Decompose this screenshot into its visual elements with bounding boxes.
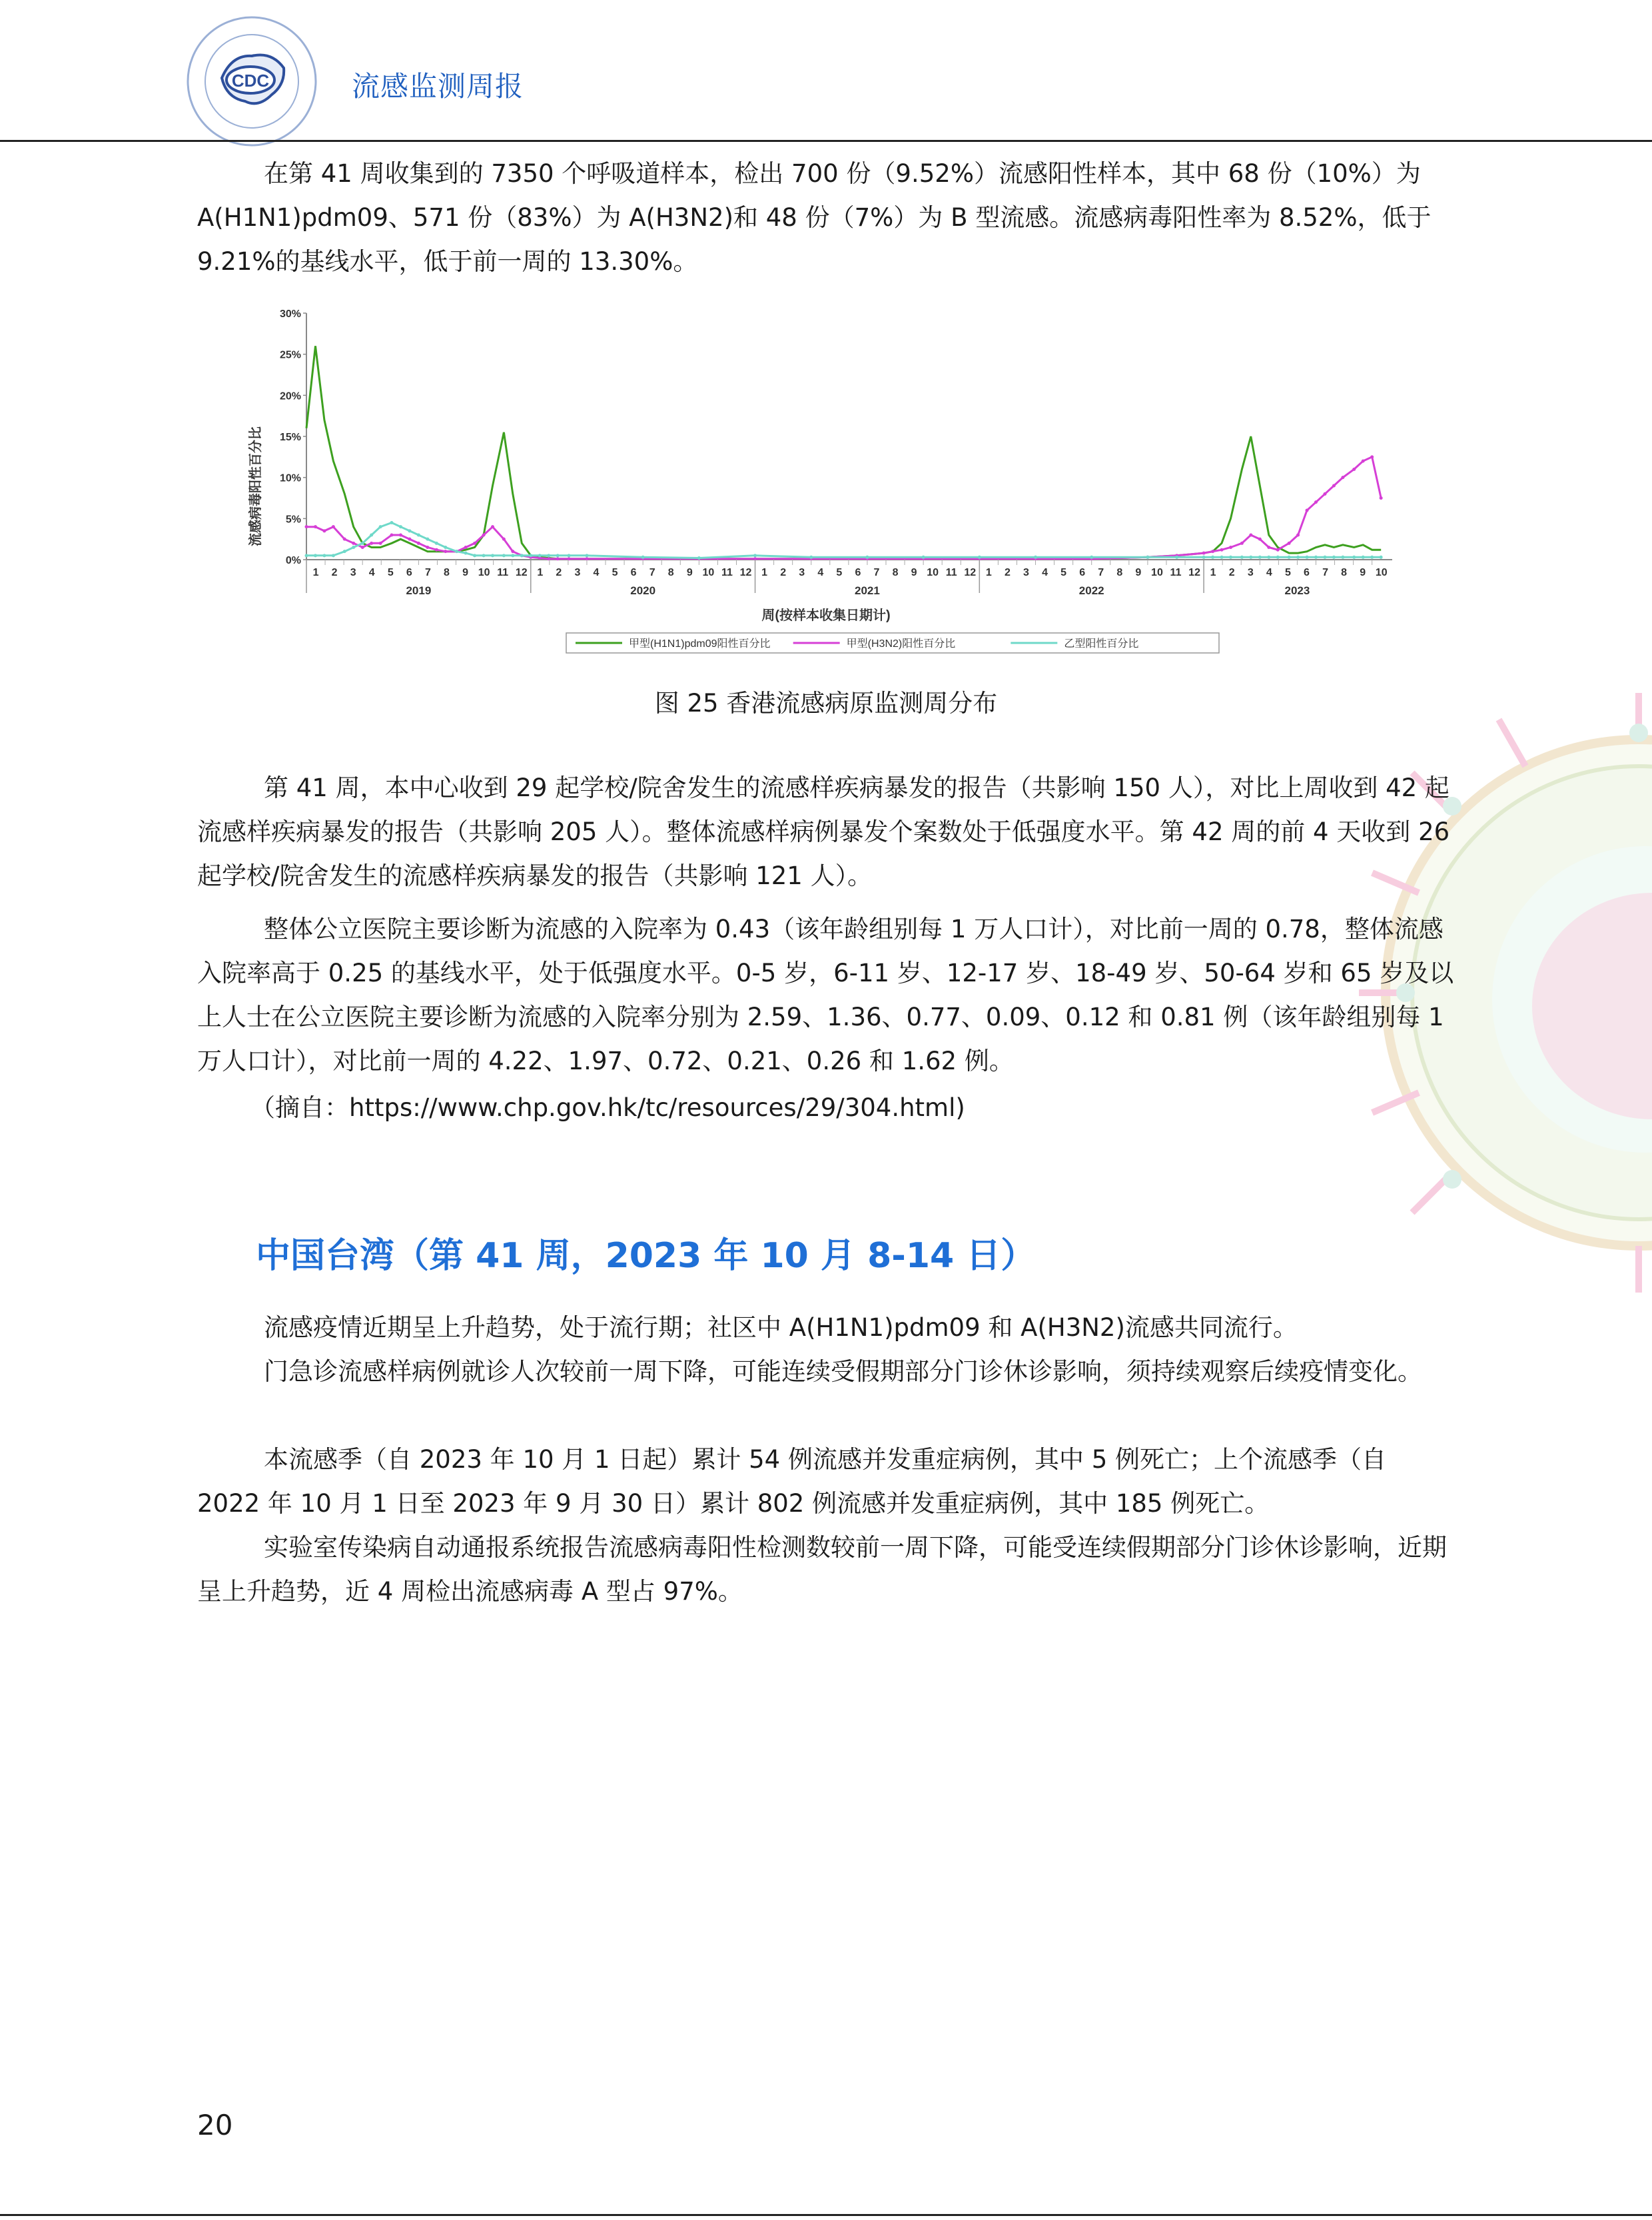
- chart-point: [322, 529, 326, 532]
- chart-point: [547, 554, 550, 557]
- header-title: 流感监测周报: [352, 70, 524, 103]
- chart-point: [1240, 556, 1244, 559]
- chart-point: [1296, 534, 1300, 537]
- chart-y-axis-label: 流感病毒阳性百分比: [248, 426, 263, 546]
- chart-point: [305, 554, 308, 557]
- chart-point: [379, 525, 382, 528]
- chart-x-month-label: 10: [1151, 567, 1163, 578]
- chart-series-line: [306, 523, 1381, 558]
- chart-x-month-label: 1: [537, 567, 544, 578]
- chart-x-month-label: 6: [406, 567, 412, 578]
- header-divider: [0, 140, 1652, 142]
- chart-x-month-label: 4: [368, 567, 375, 578]
- chart-x-month-label: 9: [1135, 567, 1142, 578]
- chart-x-month-label: 12: [964, 567, 977, 578]
- hk-paragraph-2: 第 41 周，本中心收到 29 起学校/院舍发生的流感样疾病暴发的报告（共影响 150 人），对比上周收到 42 起流感样疾病暴发的报告（共影响 205 人）。整体流感样病例暴发个案数处于低强度水平。第 42 周的前 4 天收到 26 起学校/院舍发生的流感样疾病暴发的报告（共影响 121 人）。: [197, 774, 1450, 890]
- chart-x-month-label: 7: [424, 567, 431, 578]
- chart-x-month-label: 11: [497, 567, 509, 578]
- chart-point: [455, 550, 458, 553]
- chart-point: [1211, 556, 1214, 559]
- chart-x-month-label: 1: [761, 567, 768, 578]
- chart-x-month-label: 10: [927, 567, 939, 578]
- chart-point: [641, 556, 645, 559]
- chart-point: [556, 554, 560, 557]
- chart-point: [1267, 546, 1270, 549]
- chart-point: [473, 542, 476, 545]
- footer-divider: [0, 2214, 1652, 2216]
- hk-source-link[interactable]: （摘自：https://www.chp.gov.hk/tc/resources/29/304.html): [250, 1093, 965, 1122]
- chart-point: [809, 556, 813, 559]
- chart-point: [464, 546, 468, 549]
- chart-point: [1314, 556, 1318, 559]
- chart-y-tick-label: 10%: [279, 472, 301, 484]
- chart-y-tick-label: 20%: [279, 390, 301, 402]
- chart-point: [314, 525, 317, 528]
- chart-x-month-label: 6: [630, 567, 637, 578]
- chart-x-month-label: 7: [1098, 567, 1104, 578]
- chart-point: [444, 550, 447, 553]
- chart-point: [1288, 556, 1291, 559]
- chart-x-month-label: 2: [1004, 567, 1011, 578]
- tw-paragraph-4: 实验室传染病自动通报系统报告流感病毒阳性检测数较前一周下降，可能受连续假期部分门诊休诊影响，近期呈上升趋势，近 4 周检出流感病毒 A 型占 97%。: [197, 1533, 1447, 1606]
- chart-point: [1202, 556, 1206, 559]
- chart-point: [482, 534, 486, 537]
- chart-point: [1090, 556, 1093, 559]
- chart-point: [426, 546, 429, 549]
- chart-y-tick-label: 0%: [285, 555, 301, 566]
- chart-x-month-label: 7: [649, 567, 655, 578]
- chart-point: [417, 534, 420, 537]
- chart-x-month-label: 3: [799, 567, 805, 578]
- chart-point: [865, 556, 869, 559]
- chart-x-month-label: 11: [721, 567, 733, 578]
- chart-point: [1352, 556, 1356, 559]
- chart-point: [585, 554, 588, 557]
- chart-x-month-label: 7: [1322, 567, 1328, 578]
- logo-text: CDC: [231, 71, 270, 91]
- chart-point: [1220, 548, 1224, 552]
- chart-plot-area: [305, 313, 1393, 560]
- chart-y-tick-label: 5%: [285, 514, 301, 526]
- chart-point: [1276, 548, 1280, 552]
- tw-paragraph-2: 门急诊流感样病例就诊人次较前一周下降，可能连续受假期部分门诊休诊影响，须持续观察后续疫情变化。: [264, 1357, 1422, 1386]
- chart-point: [1370, 556, 1374, 559]
- chart-point: [390, 521, 393, 524]
- chart-point: [399, 534, 402, 537]
- chart-point: [464, 552, 468, 555]
- chart-point: [1288, 542, 1291, 545]
- chart-x-year-label: 2019: [406, 584, 432, 597]
- tw-paragraph-1: 流感疫情近期呈上升趋势，处于流行期；社区中 A(H1N1)pdm09 和 A(H3N2)流感共同流行。: [264, 1313, 1298, 1342]
- chart-point: [697, 556, 701, 560]
- chart-point: [1229, 546, 1232, 549]
- hk-flu-chart: [246, 300, 1406, 673]
- chart-x-month-label: 6: [1079, 567, 1086, 578]
- chart-series-line: [306, 346, 1381, 559]
- chart-point: [408, 529, 411, 532]
- chart-point: [1380, 496, 1383, 500]
- chart-point: [502, 554, 506, 557]
- chart-x-axis: [306, 560, 1388, 597]
- chart-x-month-label: 8: [667, 567, 674, 578]
- chart-y-tick-label: 15%: [279, 432, 301, 443]
- chart-point: [1306, 556, 1309, 559]
- chart-point: [343, 538, 346, 541]
- chart-point: [511, 554, 514, 557]
- chart-point: [511, 550, 514, 553]
- chart-x-month-label: 5: [1060, 567, 1067, 578]
- chart-point: [435, 542, 438, 545]
- chart-point: [390, 534, 393, 537]
- chart-point: [1211, 550, 1214, 553]
- chart-point: [556, 557, 560, 560]
- chart-point: [408, 538, 411, 541]
- chart-x-month-label: 9: [911, 567, 917, 578]
- chart-point: [1352, 468, 1356, 471]
- chart-point: [361, 542, 364, 545]
- chart-point: [352, 546, 355, 549]
- chart-point: [482, 554, 486, 557]
- chart-point: [1323, 492, 1326, 496]
- chart-point: [473, 554, 476, 557]
- chart-point: [491, 554, 494, 557]
- chart-point: [332, 554, 335, 557]
- chart-point: [361, 546, 364, 549]
- chart-point: [1362, 460, 1365, 463]
- chart-x-month-label: 6: [855, 567, 861, 578]
- chart-point: [1229, 556, 1232, 559]
- chart-y-tick-label: 30%: [279, 308, 301, 320]
- chart-x-month-label: 4: [817, 567, 824, 578]
- chart-x-month-label: 5: [836, 567, 843, 578]
- chart-point: [370, 542, 373, 545]
- chart-point: [568, 557, 571, 560]
- chart-point: [1314, 500, 1318, 504]
- chart-point: [520, 554, 524, 557]
- chart-point: [1332, 556, 1336, 559]
- chart-x-month-label: 10: [1375, 567, 1388, 578]
- chart-point: [370, 534, 373, 537]
- chart-x-month-label: 5: [612, 567, 618, 578]
- chart-x-month-label: 8: [1116, 567, 1123, 578]
- chart-point: [502, 538, 506, 541]
- page-number: 20: [197, 2109, 233, 2141]
- chart-point: [1332, 484, 1336, 488]
- chart-x-year-label: 2023: [1284, 584, 1310, 597]
- chart-point: [322, 554, 326, 557]
- chart-point: [978, 556, 981, 559]
- chart-x-month-label: 9: [686, 567, 693, 578]
- chart-x-month-label: 12: [1188, 567, 1200, 578]
- chart-x-month-label: 7: [873, 567, 880, 578]
- chart-point: [568, 554, 571, 557]
- chart-x-month-label: 2: [331, 567, 338, 578]
- chart-x-year-label: 2022: [1078, 584, 1104, 597]
- chart-point: [538, 554, 542, 557]
- chart-x-month-label: 12: [515, 567, 528, 578]
- chart-point: [1240, 542, 1244, 545]
- chart-point: [1276, 556, 1280, 559]
- hk-paragraph-1: 在第 41 周收集到的 7350 个呼吸道样本，检出 700 份（9.52%）流感阳性样本，其中 68 份（10%）为 A(H1N1)pdm09、571 份（83%）为 A(H3N2)和 48 份（7%）为 B 型流感。流感病毒阳性率为 8.52%，低于 9.21%的基线水平，低于前一周的 13.30%。: [197, 159, 1432, 276]
- chart-point: [1323, 556, 1326, 559]
- chart-x-month-label: 4: [593, 567, 600, 578]
- chart-x-month-label: 9: [462, 567, 469, 578]
- chart-point: [1341, 476, 1344, 479]
- tw-paragraph-3: 本流感季（自 2023 年 10 月 1 日起）累计 54 例流感并发重症病例，其中 5 例死亡；上个流感季（自 2022 年 10 月 1 日至 2023 年 9 月 30 日）累计 802 例流感并发重症病例，其中 185 例死亡。: [197, 1445, 1387, 1518]
- chart-y-tick-label: 25%: [279, 349, 301, 361]
- chart-x-month-label: 6: [1304, 567, 1310, 578]
- chart-point: [1249, 556, 1252, 559]
- chart-point: [547, 557, 550, 560]
- chart-point: [435, 548, 438, 552]
- chart-x-month-label: 12: [739, 567, 752, 578]
- chart-x-month-label: 1: [312, 567, 319, 578]
- chart-point: [1220, 556, 1224, 559]
- chart-x-month-label: 11: [945, 567, 957, 578]
- chart-point: [343, 550, 346, 553]
- chart-point: [1202, 552, 1206, 555]
- chart-x-month-label: 8: [444, 567, 450, 578]
- chart-x-month-label: 8: [892, 567, 899, 578]
- chart-x-month-label: 2: [1228, 567, 1235, 578]
- chart-x-year-label: 2020: [630, 584, 656, 597]
- chart-x-month-label: 9: [1360, 567, 1366, 578]
- chart-point: [444, 546, 447, 549]
- chart-point: [426, 538, 429, 541]
- chart-x-month-label: 3: [1023, 567, 1029, 578]
- chart-point: [332, 525, 335, 528]
- chart-point: [1341, 556, 1344, 559]
- chart-x-month-label: 4: [1266, 567, 1272, 578]
- chart-y-ticks: [280, 308, 306, 566]
- chart-x-month-label: 4: [1042, 567, 1048, 578]
- chart-point: [1175, 556, 1178, 559]
- chart-x-month-label: 5: [387, 567, 394, 578]
- chart-point: [314, 554, 317, 557]
- chart-point: [1267, 556, 1270, 559]
- chart-point: [399, 525, 402, 528]
- chart-x-month-label: 2: [556, 567, 562, 578]
- chart-x-month-label: 10: [702, 567, 715, 578]
- chart-point: [1146, 556, 1149, 559]
- chart-x-month-label: 3: [1247, 567, 1254, 578]
- chart-point: [379, 542, 382, 545]
- chart-legend: [566, 633, 1219, 653]
- chart-point: [1380, 556, 1383, 559]
- chart-x-month-label: 3: [574, 567, 581, 578]
- chart-point: [529, 554, 532, 557]
- chart-point: [1362, 556, 1365, 559]
- chart-x-month-label: 1: [1210, 567, 1216, 578]
- chart-point: [1258, 538, 1262, 541]
- chart-x-month-label: 3: [350, 567, 356, 578]
- chart-x-month-label: 5: [1284, 567, 1291, 578]
- chart-point: [1258, 556, 1262, 559]
- chart-legend-label: 甲型(H1N1)pdm09阳性百分比: [629, 638, 771, 650]
- chart-point: [305, 525, 308, 528]
- chart-point: [352, 542, 355, 545]
- chart-x-axis-label: 周(按样本收集日期计): [761, 608, 891, 623]
- chart-x-month-label: 2: [780, 567, 787, 578]
- chart-point: [1306, 509, 1309, 512]
- section-title-taiwan: 中国台湾（第 41 周，2023 年 10 月 8-14 日）: [256, 1236, 1036, 1276]
- chart-x-month-label: 11: [1170, 567, 1182, 578]
- chart-point: [1034, 556, 1037, 559]
- chart-point: [491, 525, 494, 528]
- chart-legend-label: 乙型阳性百分比: [1064, 638, 1139, 650]
- hk-paragraph-3: 整体公立医院主要诊断为流感的入院率为 0.43（该年龄组别每 1 万人口计），对比前一周的 0.78，整体流感入院率高于 0.25 的基线水平，处于低强度水平。0-5 岁，6-11 岁、12-17 岁、18-49 岁、50-64 岁和 65 岁及以上人士在公立医院主要诊断为流感的入院率分别为 2.59、1.36、0.77、0.09、0.12 和 0.81 例（该年龄组别每 1 万人口计），对比前一周的 4.22、1.97、0.72、0.21、0.26 和 1.62 例。: [197, 915, 1454, 1075]
- chart-x-month-label: 10: [478, 567, 490, 578]
- figure-caption: 图 25 香港流感病原监测周分布: [654, 689, 998, 718]
- chart-legend-label: 甲型(H3N2)阳性百分比: [846, 638, 956, 650]
- chart-point: [1249, 534, 1252, 537]
- chart-point: [1296, 556, 1300, 559]
- chart-point: [417, 542, 420, 545]
- cdc-logo: [185, 15, 318, 148]
- chart-x-year-label: 2021: [855, 584, 880, 597]
- chart-point: [753, 554, 757, 557]
- chart-x-month-label: 1: [985, 567, 992, 578]
- chart-x-month-label: 8: [1341, 567, 1348, 578]
- chart-point: [922, 556, 925, 559]
- chart-point: [1370, 455, 1374, 458]
